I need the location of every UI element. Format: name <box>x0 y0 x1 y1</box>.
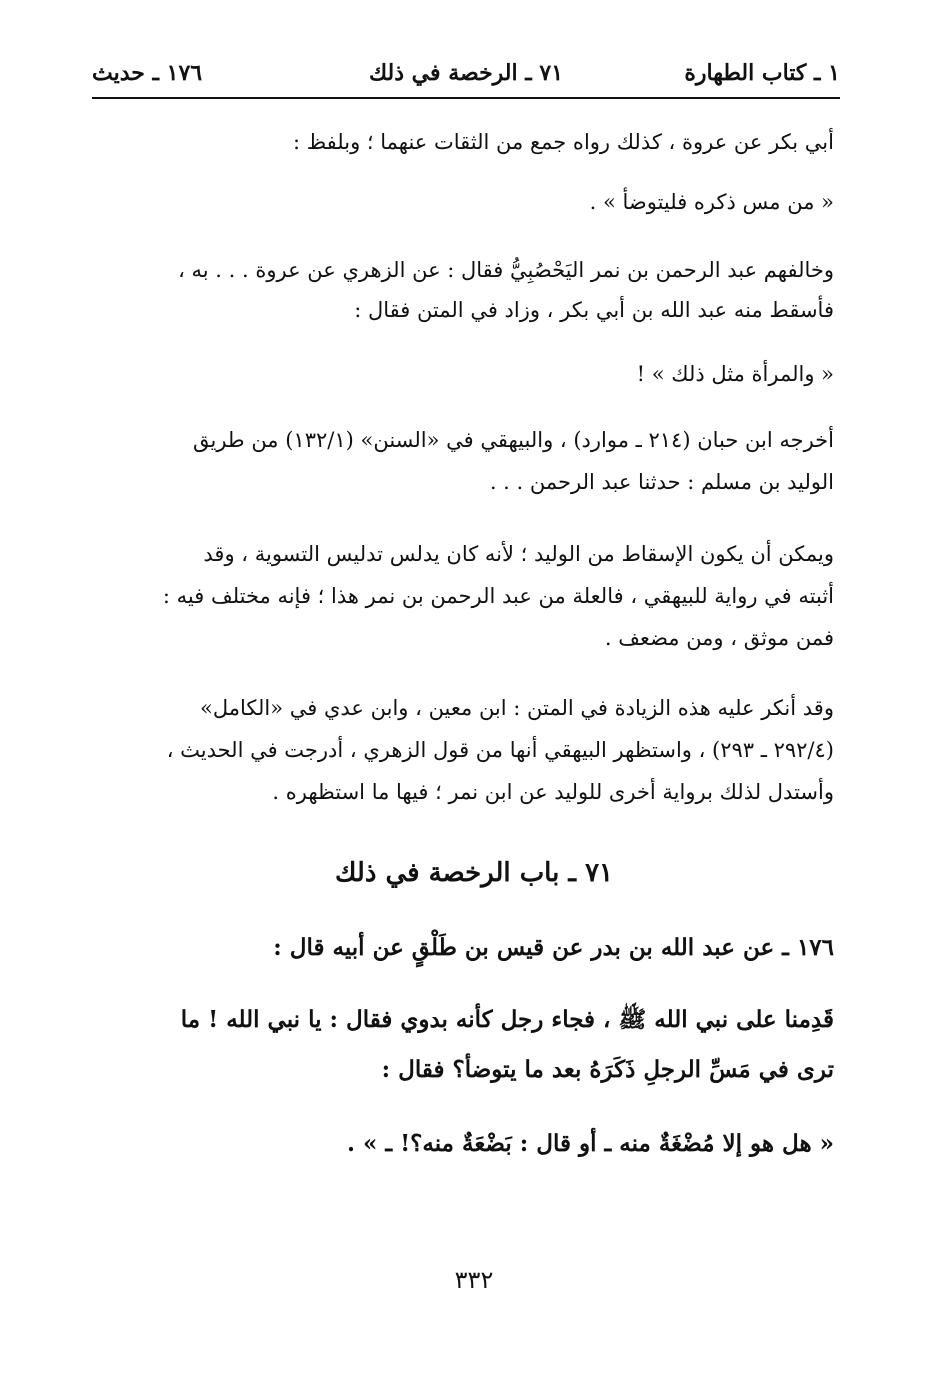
text-line: أثبته في رواية للبيهقي ، فالعلة من عبد الرحمن بن نمر هذا ؛ فإنه مختلف فيه : <box>162 584 834 608</box>
text-line: ويمكن أن يكون الإسقاط من الوليد ؛ لأنه كان يدلس تدليس التسوية ، وقد <box>203 542 834 566</box>
text-line: « من مس ذكره فليتوضأ » . <box>589 190 834 214</box>
section-heading: ٧١ ـ باب الرخصة في ذلك <box>334 858 613 888</box>
text-line: وأستدل لذلك برواية أخرى للوليد عن ابن نمر ؛ فيها ما استظهره . <box>272 780 834 804</box>
text-line: ترى في مَسِّ الرجلِ ذَكَرَهُ بعد ما يتوضأ؟ فقال : <box>381 1056 834 1083</box>
text-line: « هل هو إلا مُضْغَةٌ منه ـ أو قال : بَضْعَةٌ منه؟! ـ » . <box>346 1130 834 1157</box>
text-line: أخرجه ابن حبان (٢١٤ ـ موارد) ، والبيهقي في «السنن» (١٣٢/١) من طريق <box>192 428 834 452</box>
text-line: فمن موثق ، ومن مضعف . <box>604 626 834 650</box>
header-hadith-number: ١٧٦ ـ حديث <box>92 60 203 86</box>
header-rule <box>92 97 840 99</box>
text-line: وخالفهم عبد الرحمن بن نمر اليَحْصُبِيُّ فقال : عن الزهري عن عروة . . . به ، <box>178 258 834 282</box>
text-line: قَدِمنا على نبي الله ﷺ ، فجاء رجل كأنه بدوي فقال : يا نبي الله ! ما <box>180 1006 834 1033</box>
running-header <box>92 56 840 96</box>
header-book-title: ١ ـ كتاب الطهارة <box>684 60 840 86</box>
text-line: (٢٩٢/٤ ـ ٢٩٣) ، واستظهر البيهقي أنها من قول الزهري ، أدرجت في الحديث ، <box>166 738 834 762</box>
header-chapter-title: ٧١ ـ الرخصة في ذلك <box>368 60 564 86</box>
text-line: ١٧٦ ـ عن عبد الله بن بدر عن قيس بن طَلْقٍ عن أبيه قال : <box>273 934 834 961</box>
page-number: ٣٣٢ <box>454 1266 494 1294</box>
text-line: أبي بكر عن عروة ، كذلك رواه جمع من الثقات عنهما ؛ وبلفظ : <box>292 130 834 154</box>
text-line: وقد أنكر عليه هذه الزيادة في المتن : ابن معين ، وابن عدي في «الكامل» <box>200 696 834 720</box>
text-line: الوليد بن مسلم : حدثنا عبد الرحمن . . . <box>489 470 834 494</box>
text-line: « والمرأة مثل ذلك » ! <box>636 362 834 386</box>
text-line: فأسقط منه عبد الله بن أبي بكر ، وزاد في المتن فقال : <box>354 298 834 322</box>
